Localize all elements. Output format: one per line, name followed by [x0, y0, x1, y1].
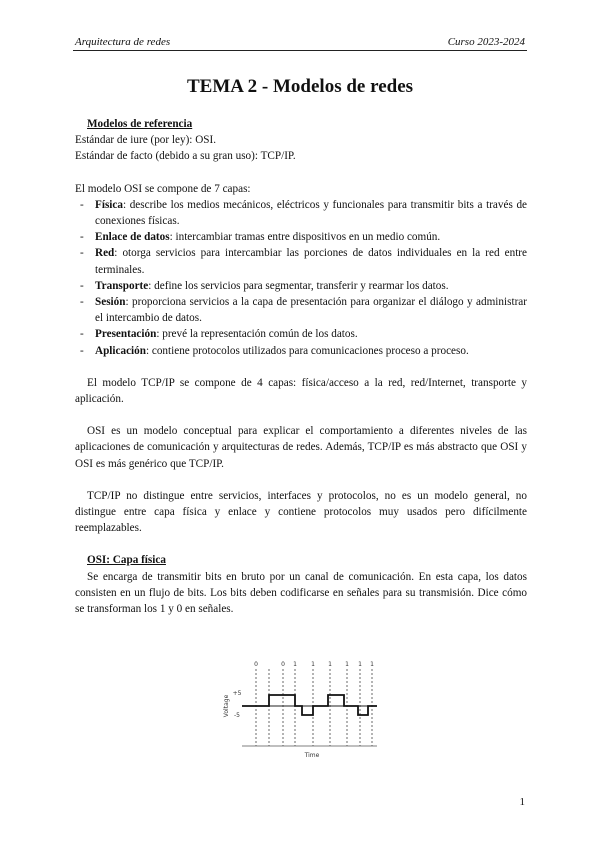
list-item: - Aplicación: contiene protocolos utilizados para comunicaciones proceso a proceso.: [80, 344, 469, 357]
header-course-name: Arquitectura de redes: [75, 36, 171, 48]
standard-de-facto-line: Estándar de facto (debido a su gran uso): TCP/IP.: [75, 150, 296, 163]
physical-layer-paragraph: Se encarga de transmitir bits en bruto por un canal de comunicación. En esta capa, los datos consisten en un flujo de bits. Los bits deben codificarse en señales para su transmisión. Dice cómo se transforman los 1 y 0 en señales.: [75, 570, 527, 616]
section-heading-physical-layer: OSI: Capa física: [87, 554, 166, 567]
list-item: - Red: otorga servicios para intercambiar las porciones de datos individuales en la red entre terminales.: [80, 247, 527, 276]
tcp-ip-layers-paragraph: El modelo TCP/IP se compone de 4 capas: física/acceso a la red, red/Internet, transporte y aplicación.: [75, 376, 527, 406]
osi-concept-paragraph: OSI es un modelo conceptual para explicar el comportamiento a diferentes niveles de las aplicaciones de comunicación y arquitecturas de redes. Además, TCP/IP es más abstracto que OSI y OSI es más genérico que TCP/IP.: [75, 425, 527, 470]
bit-label: 1: [370, 661, 374, 668]
list-item: - Transporte: define los servicios para segmentar, transferir y rearmar los datos.: [80, 279, 449, 292]
section-heading-reference-models: Modelos de referencia: [87, 118, 193, 130]
bit-label: 0: [281, 661, 285, 668]
osi-layer-list: [75, 197, 527, 359]
tcp-ip-general-paragraph: TCP/IP no distingue entre servicios, interfaces y protocolos, no es un modelo general, no distingue entre capa física y enlace y contiene protocolos muy usados pero difícilmente reemplazables.: [75, 489, 527, 535]
bit-label: 1: [311, 661, 315, 668]
document-body: [75, 116, 527, 617]
x-axis-label: Time: [304, 752, 320, 759]
page-title: TEMA 2 - Modelos de redes: [186, 76, 414, 97]
signal-encoding-figure: [222, 658, 382, 760]
bit-label: 1: [328, 661, 332, 668]
negative-level-label: -5: [234, 712, 240, 719]
page-number: 1: [519, 796, 525, 808]
signal-diagram: [222, 658, 382, 760]
bit-label: 1: [293, 661, 297, 668]
y-axis-label: Voltage: [223, 694, 230, 718]
header-course-year: Curso 2023-2024: [447, 36, 525, 48]
list-item: - Sesión: proporciona servicios a la capa de presentación para organizar el diálogo y administrar el intercambio de datos.: [80, 296, 527, 325]
list-item: - Enlace de datos: intercambiar tramas entre dispositivos en un medio común.: [80, 231, 441, 244]
standard-de-iure-line: Estándar de iure (por ley): OSI.: [75, 134, 217, 147]
list-item: - Presentación: prevé la representación común de los datos.: [80, 328, 358, 341]
osi-intro: El modelo OSI se compone de 7 capas:: [75, 182, 251, 195]
positive-level-label: +5: [232, 690, 242, 697]
list-item: - Física: describe los medios mecánicos, eléctricos y funcionales para transmitir bits a través de conexiones físicas.: [80, 198, 527, 228]
bit-label: 1: [345, 661, 349, 668]
signal-waveform: [242, 695, 377, 715]
header-divider: [73, 50, 527, 51]
bit-label: 0: [254, 661, 258, 668]
bit-label: 1: [358, 661, 362, 668]
